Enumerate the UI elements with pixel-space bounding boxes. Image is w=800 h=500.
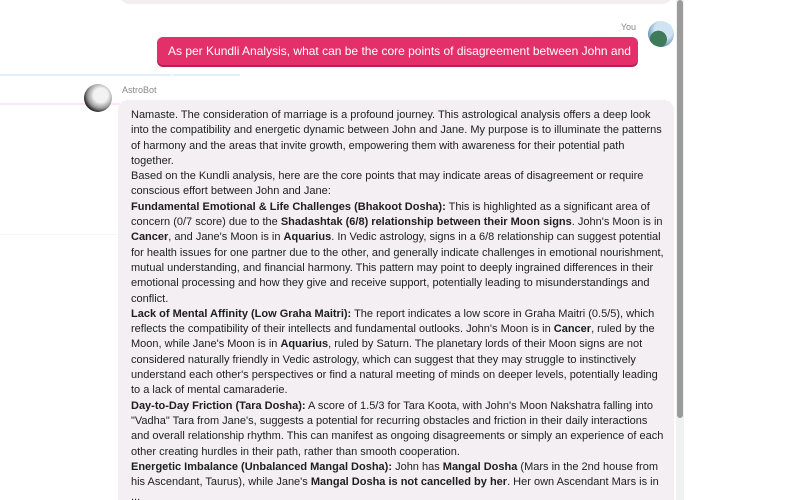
bot-paragraph xyxy=(131,200,666,307)
bold-text-run: Day-to-Day Friction (Tara Dosha): xyxy=(131,399,306,412)
bold-text-run: Mangal Dosha is not cancelled by her xyxy=(310,476,508,489)
render-artifact xyxy=(0,234,120,235)
bold-text-run: Aquarius xyxy=(283,231,332,244)
text-run: . John's Moon is in xyxy=(571,216,663,229)
bold-text-run: Shadashtak (6/8) relationship between their Moon signs xyxy=(280,216,572,229)
bold-text-run: Cancer xyxy=(131,231,169,244)
bot-name-label: AstroBot xyxy=(122,85,157,95)
bold-text-run: Energetic Imbalance (Unbalanced Mangal Dosha): xyxy=(131,460,393,473)
bot-paragraph xyxy=(131,108,666,169)
bot-message-text xyxy=(131,108,666,500)
text-run: (Mars in the 2nd house from his Ascendant, Taurus), while Jane's xyxy=(131,460,658,489)
bot-avatar xyxy=(84,84,112,112)
text-run: , ruled by the Moon, while Jane's Moon is in xyxy=(131,323,655,351)
user-avatar xyxy=(648,21,674,47)
previous-message-bubble xyxy=(118,0,674,4)
bot-paragraph xyxy=(131,169,666,200)
text-run: The report indicates a low score in Graha Maitri (0.5/5), which reflects the compatibility of their intellects and fundamental outlooks. John's Moon is in xyxy=(131,307,655,336)
render-artifact xyxy=(0,74,240,76)
text-run: This is highlighted as a significant area of concern (0/7 score) due to the xyxy=(131,200,650,229)
text-run: Based on the Kundli analysis, here are the core points that may indicate areas of disagreement or require conscious effort between John and Jane: xyxy=(131,170,644,198)
bold-text-run: Aquarius xyxy=(280,338,329,351)
text-run: Namaste. The consideration of marriage is a profound journey. This astrological analysis offers a deep look into the compatibility and energetic dynamic between John and Jane. My purpose is to illuminate the patterns of harmony and the areas that invite growth, empowering them with awareness for their potential path together. xyxy=(131,109,662,167)
bot-paragraph xyxy=(131,307,666,399)
bot-paragraph xyxy=(131,460,666,500)
text-run: John has xyxy=(392,460,443,473)
scrollbar-thumb[interactable] xyxy=(677,0,683,418)
bold-text-run: Mangal Dosha xyxy=(442,460,518,473)
bold-text-run: Cancer xyxy=(553,323,592,336)
user-message-bubble: As per Kundli Analysis, what can be the core points of disagreement between John and Jane xyxy=(157,37,638,65)
bot-paragraph xyxy=(131,399,666,460)
text-run: A score of 1.5/3 for Tara Koota, with John's Moon Nakshatra falling into "Vadha" Tara from Jane's, suggests a potential for recurring obstacles and friction in their daily interactions and overall relationship rhythm. This can manifest as ongoing disagreements or simply an experience of each other creating hurdles in their path, rather than smooth cooperation. xyxy=(131,399,664,458)
text-run: , and Jane's Moon is in xyxy=(168,231,284,244)
bold-text-run: Fundamental Emotional & Life Challenges (Bhakoot Dosha): xyxy=(131,200,446,213)
bold-text-run: Lack of Mental Affinity (Low Graha Maitri): xyxy=(131,307,352,320)
text-run: , ruled by Saturn. The planetary lords of their Moon signs are not considered naturally friendly in Vedic astrology, which can suggest that they may struggle to instinctively understand each other's perspectives or find a natural meeting of minds on deeper levels, potentially leading to a lack of mental camaraderie. xyxy=(131,338,658,397)
text-run: . In Vedic astrology, signs in a 6/8 relationship can suggest potential for health issues for one partner due to the other, and generally indicate challenges in emotional nourishment, mutual understanding, and financial harmony. This pattern may point to deeply ingrained differences in their emotional processing and how they give and receive support, potentially leading to misunderstandings and conflict. xyxy=(131,231,664,305)
user-name-label: You xyxy=(620,22,636,32)
text-run: . Her own Ascendant Mars is in ... xyxy=(131,476,659,500)
